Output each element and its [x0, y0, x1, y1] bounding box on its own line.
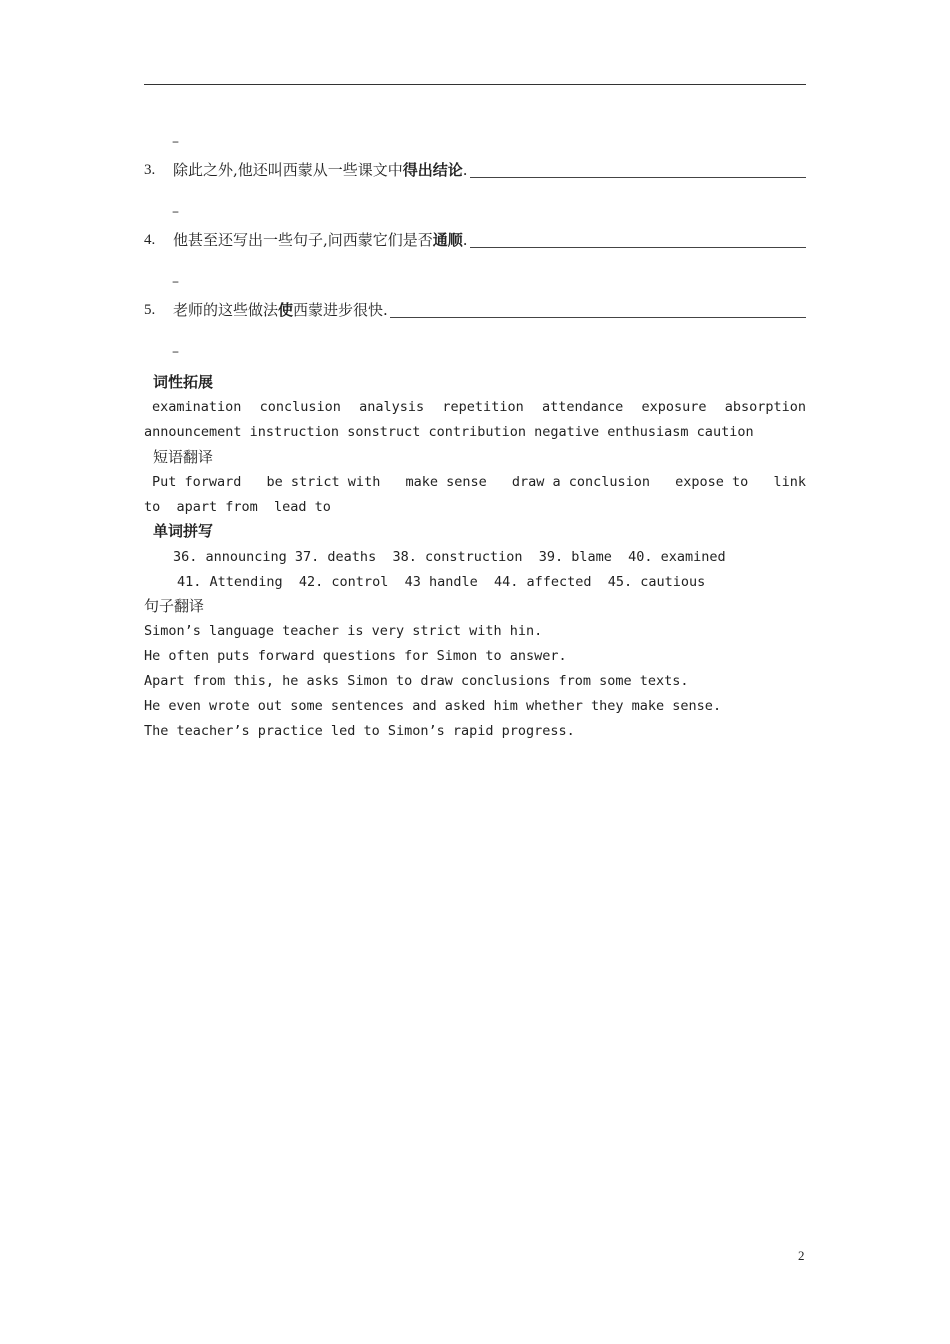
sentence-4: He even wrote out some sentences and asked him whether they make sense. [144, 698, 722, 714]
answer-dash: – [172, 274, 179, 290]
word: analysis [359, 399, 425, 415]
key-phrase: 通顺 [432, 231, 463, 249]
question-text: 老师的这些做法使西蒙进步很快. [173, 301, 388, 319]
question-3 [144, 160, 806, 180]
section-title-juzi: 句子翻译 [144, 597, 205, 615]
header-rule [144, 84, 806, 85]
sentence-1: Simon’s language teacher is very strict with hin. [144, 623, 543, 639]
question-number: 3. [144, 162, 156, 178]
key-phrase: 得出结论 [402, 161, 463, 179]
word: repetition [442, 399, 524, 415]
answer-blank[interactable] [470, 177, 806, 178]
cixing-line-2: announcement instruction sonstruct contribution negative enthusiasm caution [144, 424, 754, 440]
section-title-cixing: 词性拓展 [153, 373, 214, 391]
duanyu-line-1 [152, 472, 806, 492]
word: attendance [541, 399, 624, 415]
phrase: expose to [675, 474, 749, 490]
question-5 [144, 300, 806, 320]
answer-blank[interactable] [390, 317, 806, 318]
question-number: 5. [144, 302, 156, 318]
section-title-duanyu: 短语翻译 [153, 448, 214, 466]
answer-dash: – [172, 134, 179, 150]
danci-line-1: 36. announcing 37. deaths 38. construction 39. blame 40. examined [173, 549, 726, 565]
question-4 [144, 230, 806, 250]
answer-dash: – [172, 344, 179, 360]
word: examination [152, 399, 242, 415]
phrase: draw a conclusion [511, 474, 651, 490]
sentence-5: The teacher’s practice led to Simon’s rapid progress. [144, 723, 575, 739]
question-text: 他甚至还写出一些句子,问西蒙它们是否通顺. [173, 231, 468, 249]
cixing-line-1 [152, 397, 806, 417]
sentence-2: He often puts forward questions for Simon to answer. [144, 648, 567, 664]
question-number: 4. [144, 232, 156, 248]
word: absorption [724, 399, 806, 415]
answer-blank[interactable] [470, 247, 806, 248]
duanyu-line-2: to apart from lead to [144, 499, 331, 515]
phrase: Put forward [152, 474, 242, 490]
key-phrase: 使 [278, 301, 294, 319]
phrase: make sense [405, 474, 487, 490]
page-number: 2 [798, 1248, 805, 1263]
danci-line-2: 41. Attending 42. control 43 handle 44. affected 45. cautious [177, 574, 706, 590]
section-title-danci: 单词拼写 [153, 522, 214, 540]
word: conclusion [259, 399, 341, 415]
question-text: 除此之外,他还叫西蒙从一些课文中得出结论. [173, 161, 468, 179]
word: exposure [641, 399, 707, 415]
phrase: link [773, 474, 806, 490]
phrase: be strict with [266, 474, 381, 490]
answer-dash: – [172, 204, 179, 220]
sentence-3: Apart from this, he asks Simon to draw conclusions from some texts. [144, 673, 689, 689]
